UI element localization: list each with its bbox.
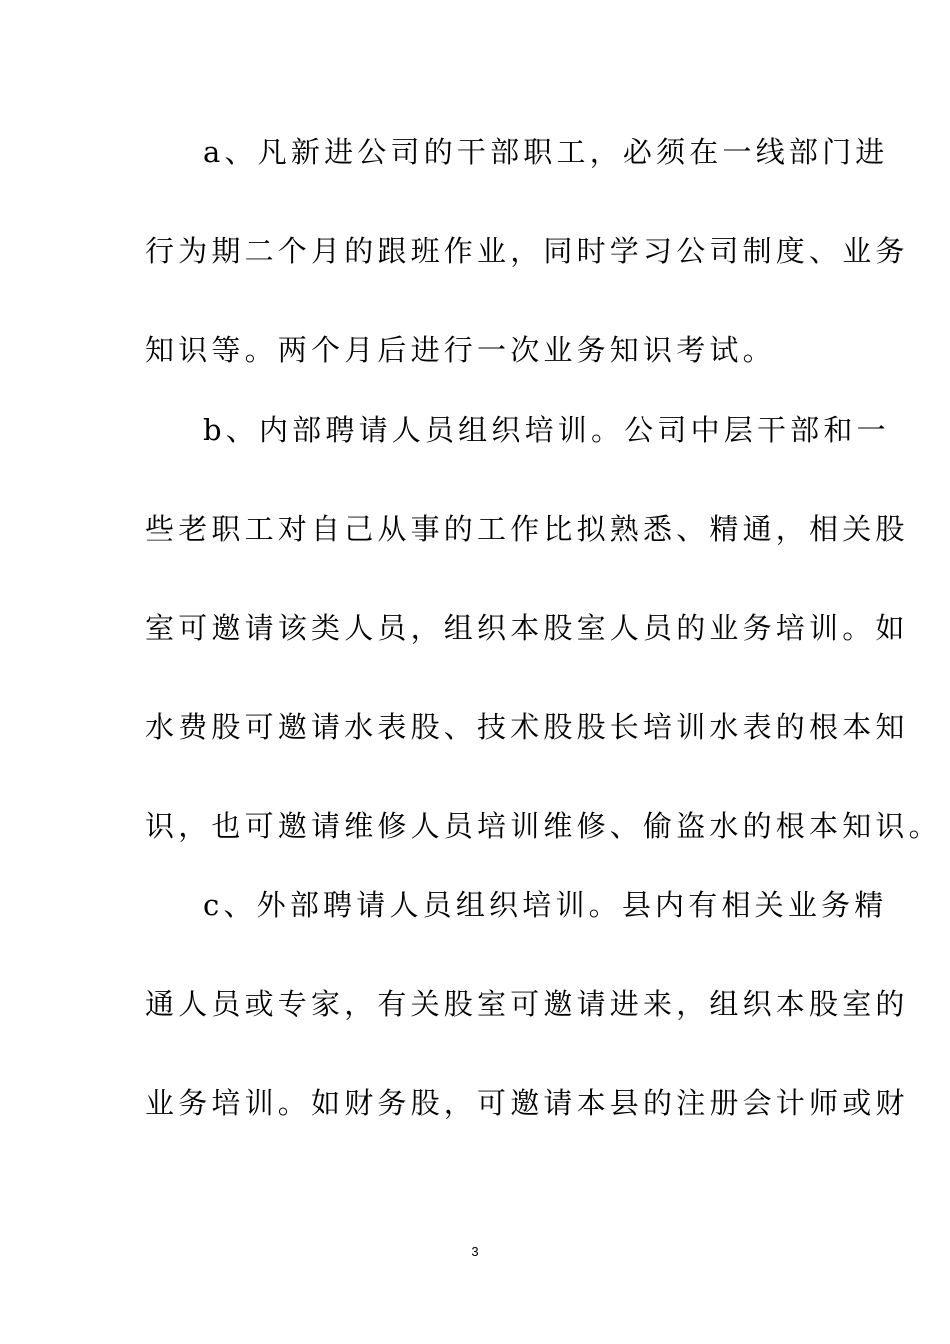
paragraph-b-line-2: 些老职工对自己从事的工作比拟熟悉、精通，相关股 — [145, 512, 909, 546]
paragraph-a-line-3: 知识等。两个月后进行一次业务知识考试。 — [145, 333, 776, 367]
paragraph-c-line-2: 通人员或专家，有关股室可邀请进来，组织本股室的 — [145, 987, 909, 1021]
paragraph-b-line-5: 识，也可邀请维修人员培训维修、偷盗水的根本知识。 — [145, 809, 942, 843]
paragraph-c-line-3: 业务培训。如财务股，可邀请本县的注册会计师或财 — [145, 1086, 909, 1120]
paragraph-c-line-1: c、外部聘请人员组织培训。县内有相关业务精 — [203, 888, 888, 922]
paragraph-a-line-1: a、凡新进公司的干部职工，必须在一线部门进 — [203, 135, 889, 169]
paragraph-b-line-1: b、内部聘请人员组织培训。公司中层干部和一 — [203, 413, 890, 447]
page-number: 3 — [471, 1244, 479, 1259]
paragraph-a-line-2: 行为期二个月的跟班作业，同时学习公司制度、业务 — [145, 234, 909, 268]
paragraph-b-line-4: 水费股可邀请水表股、技术股股长培训水表的根本知 — [145, 710, 909, 744]
paragraph-b-line-3: 室可邀请该类人员，组织本股室人员的业务培训。如 — [145, 611, 909, 645]
